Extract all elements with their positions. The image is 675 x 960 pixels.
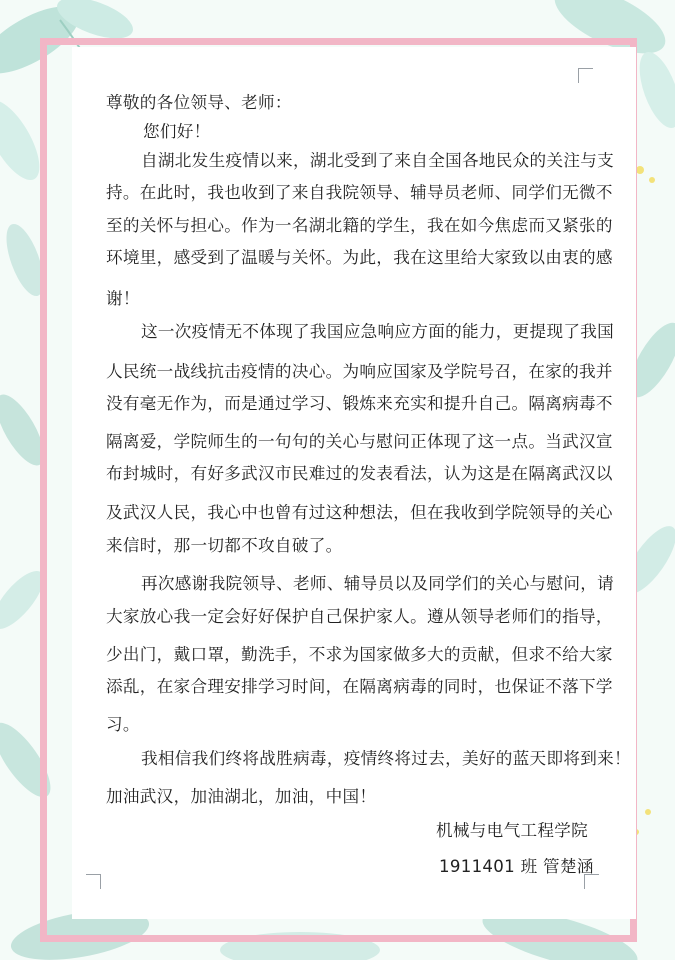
signature-name: 1911401 班 管楚涵 bbox=[439, 857, 594, 876]
paragraph-line: 及武汉人民，我心中也曾有过这种想法，但在我收到学院领导的关心 bbox=[106, 503, 613, 522]
paragraph-line: 至的关怀与担心。作为一名湖北籍的学生，我在如今焦虑而又紧张的 bbox=[106, 216, 613, 235]
paragraph-line: 隔离爱，学院师生的一句句的关心与慰问正体现了这一点。当武汉宣 bbox=[106, 432, 613, 451]
paragraph-line: 少出门，戴口罩，勤洗手，不求为国家做多大的贡献，但求不给大家 bbox=[106, 645, 613, 664]
paragraph-line: 大家放心我一定会好好保护自己保护家人。遵从领导老师们的指导， bbox=[106, 607, 613, 626]
paragraph-line: 再次感谢我院领导、老师、辅导员以及同学们的关心与慰问，请 bbox=[141, 574, 615, 593]
paragraph-line: 添乱，在家合理安排学习时间，在隔离病毒的同时，也保证不落下学 bbox=[106, 677, 613, 696]
paragraph-line: 布封城时，有好多武汉市民难过的发表看法，认为这是在隔离武汉以 bbox=[106, 464, 613, 483]
greeting: 您们好！ bbox=[143, 122, 211, 141]
paragraph-line: 我相信我们终将战胜病毒，疫情终将过去，美好的蓝天即将到来！ bbox=[141, 749, 631, 768]
paragraph-line: 环境里，感受到了温暖与关怀。为此，我在这里给大家致以由衷的感 bbox=[106, 248, 613, 267]
salutation: 尊敬的各位领导、老师： bbox=[106, 93, 292, 112]
paragraph-line: 来信时，那一切都不攻自破了。 bbox=[106, 536, 343, 555]
paragraph-line: 习。 bbox=[106, 715, 140, 734]
paragraph-line: 人民统一战线抗击疫情的决心。为响应国家及学院号召，在家的我并 bbox=[106, 362, 613, 381]
paragraph-line: 持。在此时，我也收到了来自我院领导、辅导员老师、同学们无微不 bbox=[106, 183, 613, 202]
paragraph-line: 谢！ bbox=[106, 289, 140, 308]
paragraph-line: 这一次疫情无不体现了我国应急响应方面的能力，更提现了我国 bbox=[141, 322, 615, 341]
paragraph-line: 没有毫无作为，而是通过学习、锻炼来充实和提升自己。隔离病毒不 bbox=[106, 394, 613, 413]
signature-school: 机械与电气工程学院 bbox=[436, 821, 589, 840]
paragraph-line: 自湖北发生疫情以来，湖北受到了来自全国各地民众的关注与支 bbox=[141, 151, 615, 170]
paragraph-line: 加油武汉，加油湖北，加油，中国！ bbox=[106, 787, 377, 806]
